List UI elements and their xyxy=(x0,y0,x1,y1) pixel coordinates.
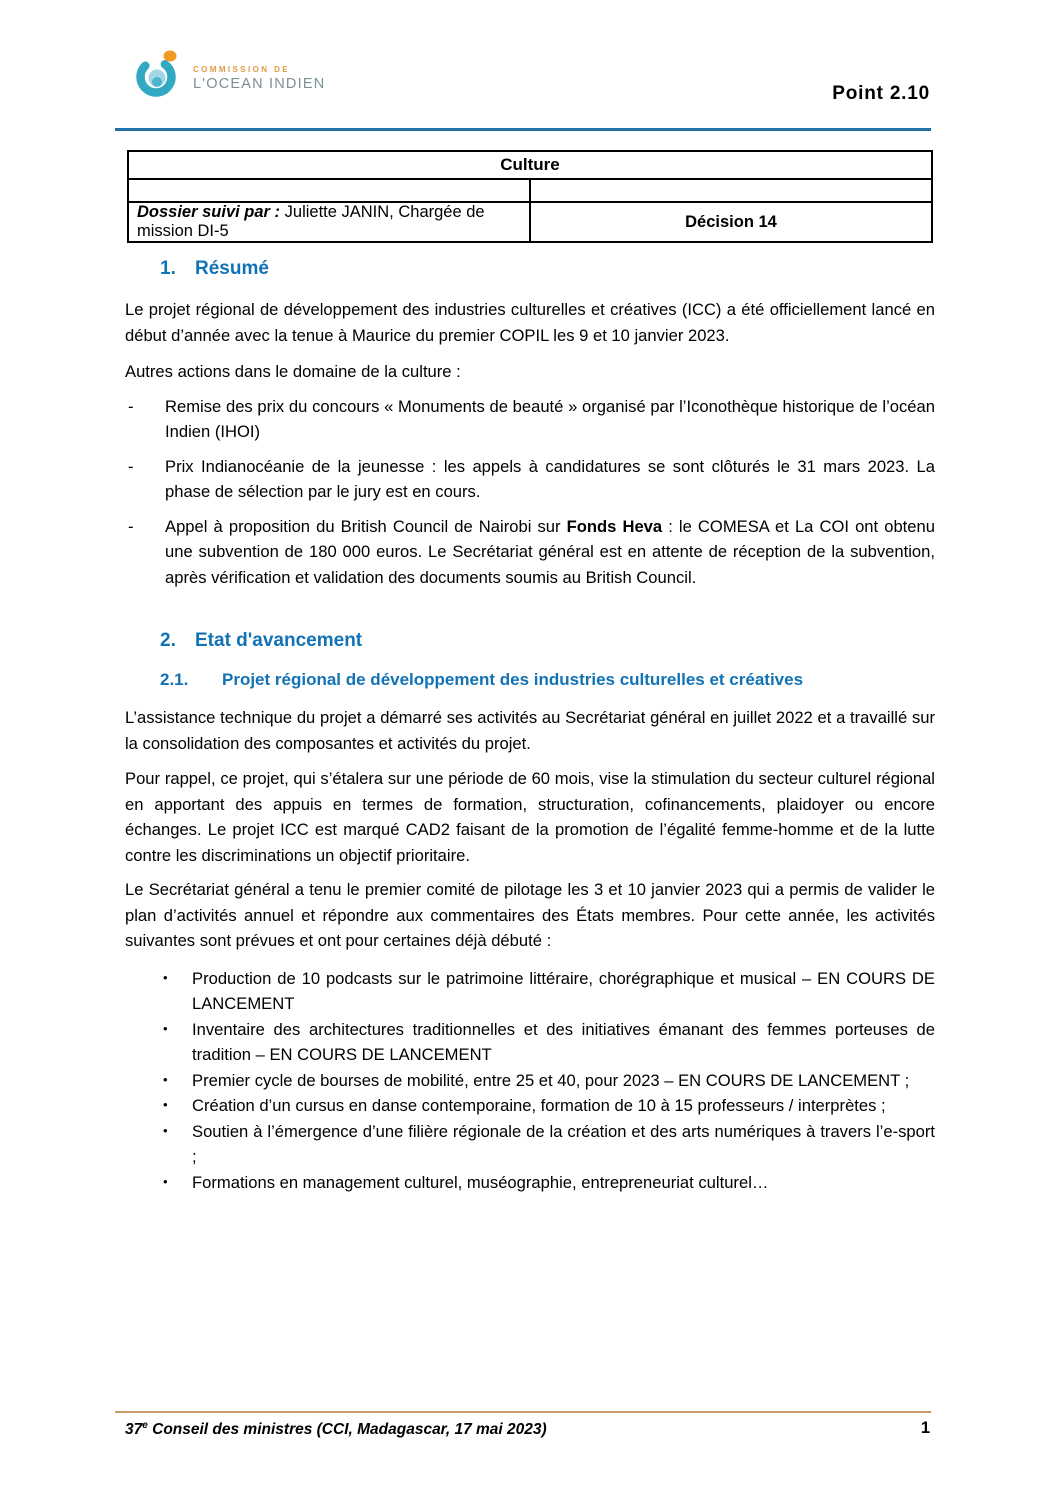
bullet-item xyxy=(125,966,935,1017)
dash-marker: - xyxy=(128,456,134,476)
bullet-marker: • xyxy=(163,1173,168,1189)
dash-item-text: Prix Indianocéanie de la jeunesse : les appels à candidatures se sont clôturés le 31 mars 2023. La phase de sélection par le jury est en cours. xyxy=(165,456,935,501)
section-1-heading xyxy=(160,258,935,280)
table-dossier-row xyxy=(128,202,932,242)
logo-line2: L'OCEAN INDIEN xyxy=(193,76,326,92)
paragraph-avancement-2: Pour rappel, ce projet, qui s’étalera sur une période de 60 mois, vise la stimulation du secteur culturel régional en apportant des appuis en termes de formation, structuration, cofinancements, plaidoyer ou encore échanges. Le projet ICC est marqué CAD2 faisant de la promotion de l’égalité femme-homme et de la lutte contre les discriminations un objectif prioritaire. xyxy=(125,769,935,865)
bullet-marker: • xyxy=(163,1071,168,1087)
bullet-marker: • xyxy=(163,1122,168,1138)
dash-list xyxy=(125,394,935,591)
header-rule xyxy=(115,128,931,131)
bullet-marker: • xyxy=(163,1097,168,1112)
section-2-heading xyxy=(160,630,935,652)
point-label: Point 2.10 xyxy=(832,83,930,104)
logo-line1: COMMISSION DE xyxy=(193,65,290,74)
coi-logo xyxy=(135,46,325,105)
footer-session-sup: e xyxy=(142,1420,148,1431)
bullet-list xyxy=(125,966,935,1196)
dash-item-text-pre: Appel à proposition du British Council de Nairobi sur xyxy=(165,516,567,536)
dash-item xyxy=(125,454,935,505)
bullet-item xyxy=(125,1017,935,1068)
paragraph-resume-2: Autres actions dans le domaine de la culture : xyxy=(125,362,461,381)
document-content xyxy=(125,244,935,1195)
dash-item-text: Remise des prix du concours « Monuments de beauté » organisé par l’Iconothèque historique de l’océan Indien (IHOI) xyxy=(165,396,935,441)
bullet-item xyxy=(125,1170,935,1196)
paragraph-resume-1: Le projet régional de développement des industries culturelles et créatives (ICC) a été officiellement lancé en début d’année avec la tenue à Maurice du premier COPIL les 9 et 10 janvier 2023. xyxy=(125,300,935,345)
dash-item-text-post: : le COMESA et La COI ont obtenu une subvention de 180 000 euros. Le Secrétariat général est en attente de réception de la subvention, après vérification et validation des documents soumis au British Council. xyxy=(165,516,935,587)
dash-marker: - xyxy=(128,396,134,416)
dossier-cell xyxy=(128,202,530,242)
footer-rule xyxy=(115,1411,931,1413)
bullet-item-text: Création d’un cursus en danse contemporaine, formation de 10 à 15 professeurs / interprètes ; xyxy=(192,1096,886,1115)
page-number: 1 xyxy=(920,1419,930,1437)
bullet-marker: • xyxy=(163,1020,168,1036)
footer-session xyxy=(125,1420,547,1439)
empty-cell-left xyxy=(128,179,530,202)
section-2-number: 2. xyxy=(160,630,176,651)
bullet-item-text: Inventaire des architectures traditionnelles et des initiatives émanant des femmes porteuses de tradition – EN COURS DE LANCEMENT xyxy=(192,1019,935,1064)
section-1-title: Résumé xyxy=(195,258,269,279)
bullet-item-text: Production de 10 podcasts sur le patrimoine littéraire, chorégraphique et musical – EN COURS DE LANCEMENT xyxy=(192,968,935,1013)
bullet-item-text: Soutien à l’émergence d’une filière régionale de la création et des arts numériques à travers l’e-sport ; xyxy=(192,1121,935,1166)
table-empty-row xyxy=(128,179,932,202)
paragraph-avancement-3: Le Secrétariat général a tenu le premier comité de pilotage les 3 et 10 janvier 2023 qui a permis de valider le plan d’activités annuel et répondre aux commentaires des États membres. Pour cette année, les activités suivantes sont prévues et ont pour certaines déjà débuté : xyxy=(125,880,935,950)
paragraph-avancement-1: L’assistance technique du projet a démarré ses activités au Secrétariat général en juillet 2022 et a travaillé sur la consolidation des composantes et activités du projet. xyxy=(125,708,935,753)
section-2-title: Etat d'avancement xyxy=(195,630,363,651)
bullet-marker: • xyxy=(163,969,168,985)
coi-logo-text xyxy=(193,65,325,92)
dash-item xyxy=(125,514,935,591)
coi-logo-icon xyxy=(135,46,181,105)
section-1-number: 1. xyxy=(160,258,176,279)
dossier-value: Juliette JANIN, Chargée de mission DI-5 xyxy=(137,203,485,240)
bullet-item xyxy=(125,1119,935,1170)
decision-cell: Décision 14 xyxy=(530,202,932,242)
bullet-item xyxy=(125,1093,935,1119)
section-2-1-title: Projet régional de développement des industries culturelles et créatives xyxy=(222,670,804,689)
bullet-item xyxy=(125,1068,935,1094)
dash-item xyxy=(125,394,935,445)
section-2-1-number: 2.1. xyxy=(160,670,189,689)
footer-session-post: Conseil des ministres (CCI, Madagascar, 17 mai 2023) xyxy=(147,1421,547,1439)
dash-marker: - xyxy=(128,516,134,536)
bullet-item-text: Premier cycle de bourses de mobilité, entre 25 et 40, pour 2023 – EN COURS DE LANCEMENT ; xyxy=(192,1070,910,1090)
empty-cell-right xyxy=(530,179,932,202)
bullet-item-text: Formations en management culturel, muséographie, entrepreneuriat culturel… xyxy=(192,1172,769,1192)
dossier-label: Dossier suivi par : xyxy=(137,203,281,221)
table-title: Culture xyxy=(128,151,932,179)
footer-session-pre: 37 xyxy=(125,1421,143,1439)
table-title-row xyxy=(128,151,932,179)
info-table xyxy=(127,150,933,243)
dash-item-text-bold: Fonds Heva xyxy=(566,516,663,536)
section-2-1-heading xyxy=(160,669,935,690)
